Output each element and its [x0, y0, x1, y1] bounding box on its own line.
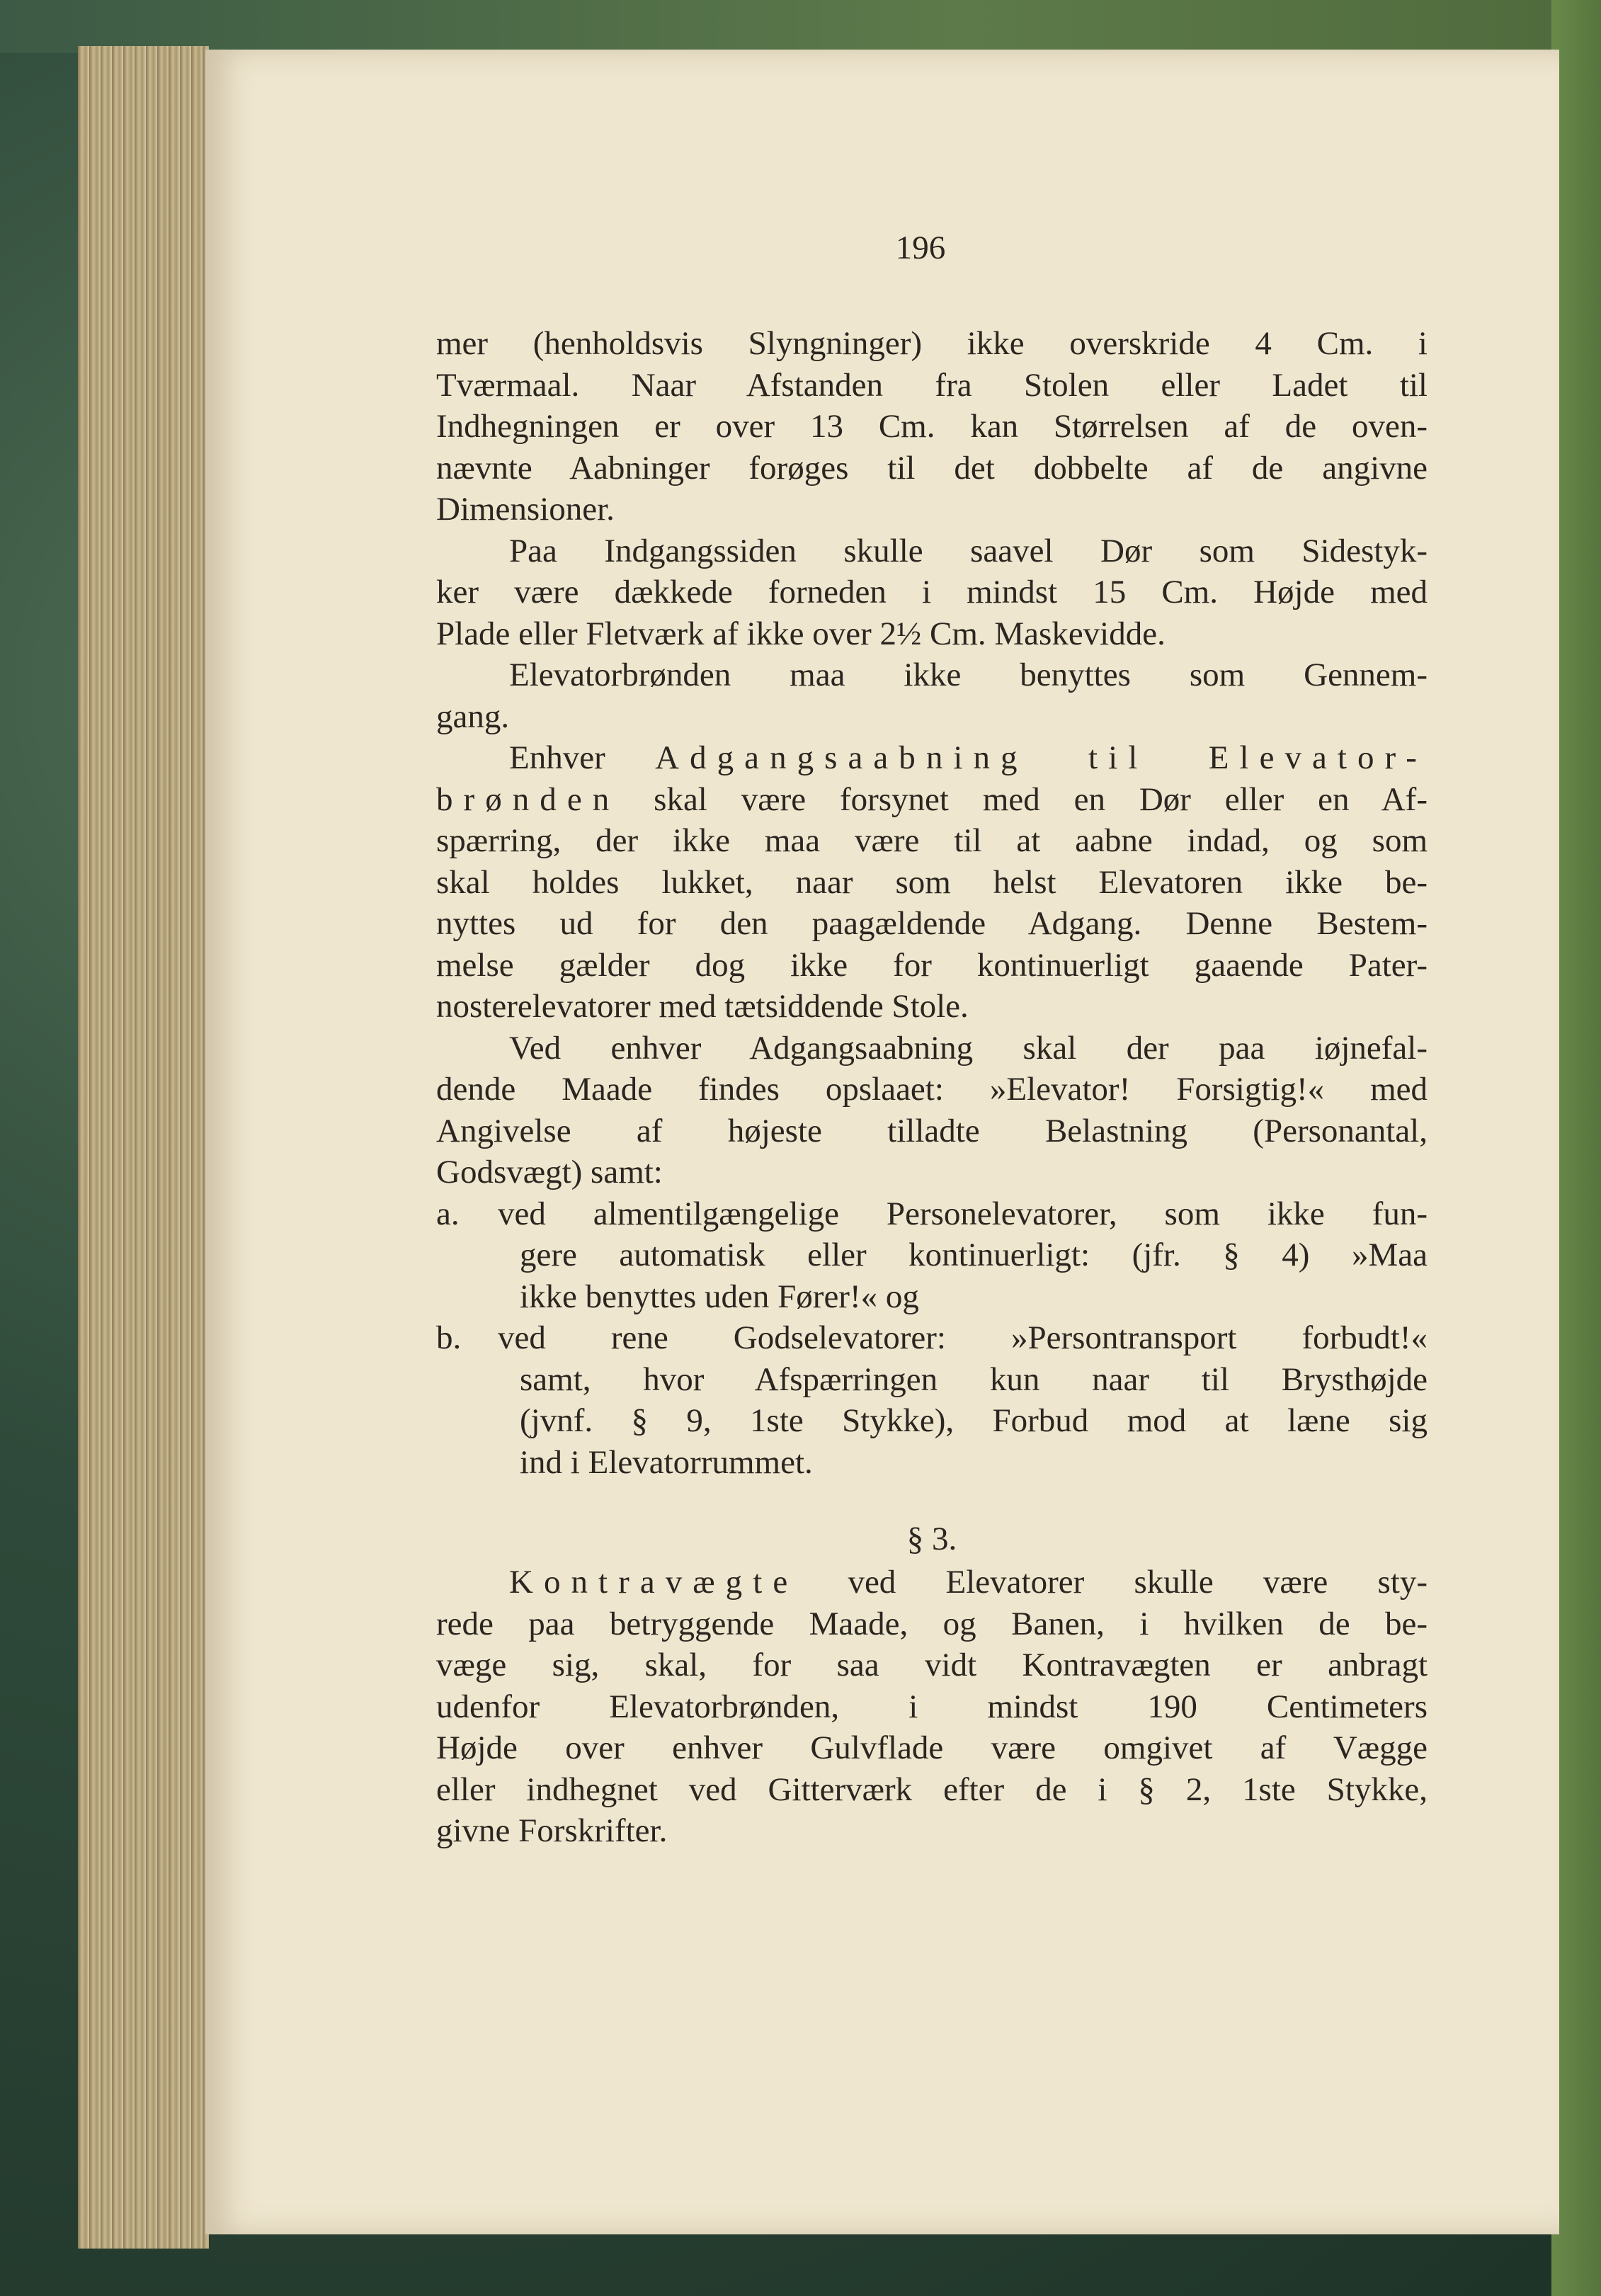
list-line: [436, 1317, 1428, 1359]
text-line: udenfor Elevatorbrønden, i mindst 190 Centimeters: [436, 1688, 1428, 1725]
text: ved almentilgængelige Personelevatorer, som ikke fun-: [498, 1195, 1428, 1232]
text-line: skal holdes lukket, naar som helst Elevatoren ikke be-: [436, 863, 1428, 901]
text-line: spærring, der ikke maa være til at aabne indad, og som: [436, 822, 1428, 859]
spaced-emphasis: Kontravægte: [509, 1564, 799, 1601]
text-line: dende Maade findes opslaaet: »Elevator! Forsigtig!« med: [436, 1071, 1428, 1108]
paragraph: [436, 654, 1428, 737]
text-line: Paa Indgangssiden skulle saavel Dør som Sidestyk-: [509, 532, 1428, 569]
text-line: melse gælder dog ikke for kontinuerligt gaaende Pater-: [436, 946, 1428, 984]
text-line: [436, 1562, 1428, 1603]
spaced-emphasis: brønden: [436, 780, 620, 818]
text-line: (jvnf. § 9, 1ste Stykke), Forbud mod at læne sig: [520, 1402, 1428, 1439]
text-line: mer (henholdsvis Slyngninger) ikke overskride 4 Cm. i: [436, 325, 1428, 362]
text-line: Elevatorbrønden maa ikke benyttes som Gennem-: [509, 657, 1428, 693]
text-line: væge sig, skal, for saa vidt Kontravægten er anbragt: [436, 1647, 1428, 1683]
text-line: nyttes ud for den paagældende Adgang. Denne Bestem-: [436, 905, 1428, 942]
text-line: Godsvægt) samt:: [436, 1154, 663, 1190]
text: skal være forsynet med en Dør eller en Af-: [620, 780, 1428, 818]
text-line: [436, 737, 1428, 779]
text: ved rene Godselevatorer: »Persontransport forbudt!«: [498, 1319, 1428, 1356]
text: Enhver: [509, 739, 656, 776]
text-line: rede paa betryggende Maade, og Banen, i hvilken de be-: [436, 1605, 1428, 1642]
text-line: Angivelse af højeste tilladte Belastning (Personantal,: [436, 1112, 1428, 1149]
text-line: Dimensioner.: [436, 491, 615, 528]
section-heading: § 3.: [906, 1521, 957, 1557]
list-line: [436, 1193, 1428, 1235]
text-line: Indhegningen er over 13 Cm. kan Størrelsen af de oven-: [436, 408, 1428, 445]
text-line: gang.: [436, 698, 510, 735]
book-cover-top: [0, 0, 1601, 53]
text-line: Tværmaal. Naar Afstanden fra Stolen eller Ladet til: [436, 366, 1428, 404]
page-number: 196: [895, 229, 946, 266]
list-label: a.: [436, 1195, 460, 1232]
text-line: eller indhegnet ved Gitterværk efter de i § 2, 1ste Stykke,: [436, 1771, 1428, 1808]
text-line: [436, 779, 1428, 821]
text-line: nosterelevatorer med tætsiddende Stole.: [436, 988, 969, 1025]
page-body: [436, 323, 1428, 1852]
text-line: ind i Elevatorrummet.: [520, 1443, 813, 1481]
text-line: givne Forskrifter.: [436, 1812, 668, 1849]
text-line: ikke benyttes uden Fører!« og: [520, 1278, 919, 1315]
text: ved Elevatorer skulle være sty-: [798, 1564, 1428, 1601]
paragraph: [436, 1028, 1428, 1193]
spaced-emphasis: Adgangsaabning til Elevator-: [655, 739, 1428, 776]
text-line: Højde over enhver Gulvflade være omgivet af Vægge: [436, 1729, 1428, 1766]
list-label: b.: [436, 1319, 462, 1356]
text-line: nævnte Aabninger forøges til det dobbelte af de angivne: [436, 449, 1428, 487]
text-line: Ved enhver Adgangsaabning skal der paa iøjnefal-: [509, 1029, 1428, 1067]
paragraph: [436, 323, 1428, 530]
text-line: ker være dækkede forneden i mindst 15 Cm. Højde med: [436, 574, 1428, 610]
paragraph: [436, 737, 1428, 1028]
paragraph: [436, 530, 1428, 655]
text-line: gere automatisk eller kontinuerligt: (jfr. § 4) »Maa: [520, 1237, 1428, 1273]
paragraph: [436, 1562, 1428, 1852]
list-item: [436, 1317, 1428, 1483]
list-item: [436, 1193, 1428, 1318]
text-line: Plade eller Fletværk af ikke over 2½ Cm. Maskevidde.: [436, 615, 1166, 652]
text-line: samt, hvor Afspærringen kun naar til Brysthøjde: [520, 1360, 1428, 1398]
page-edges: [78, 46, 209, 2249]
